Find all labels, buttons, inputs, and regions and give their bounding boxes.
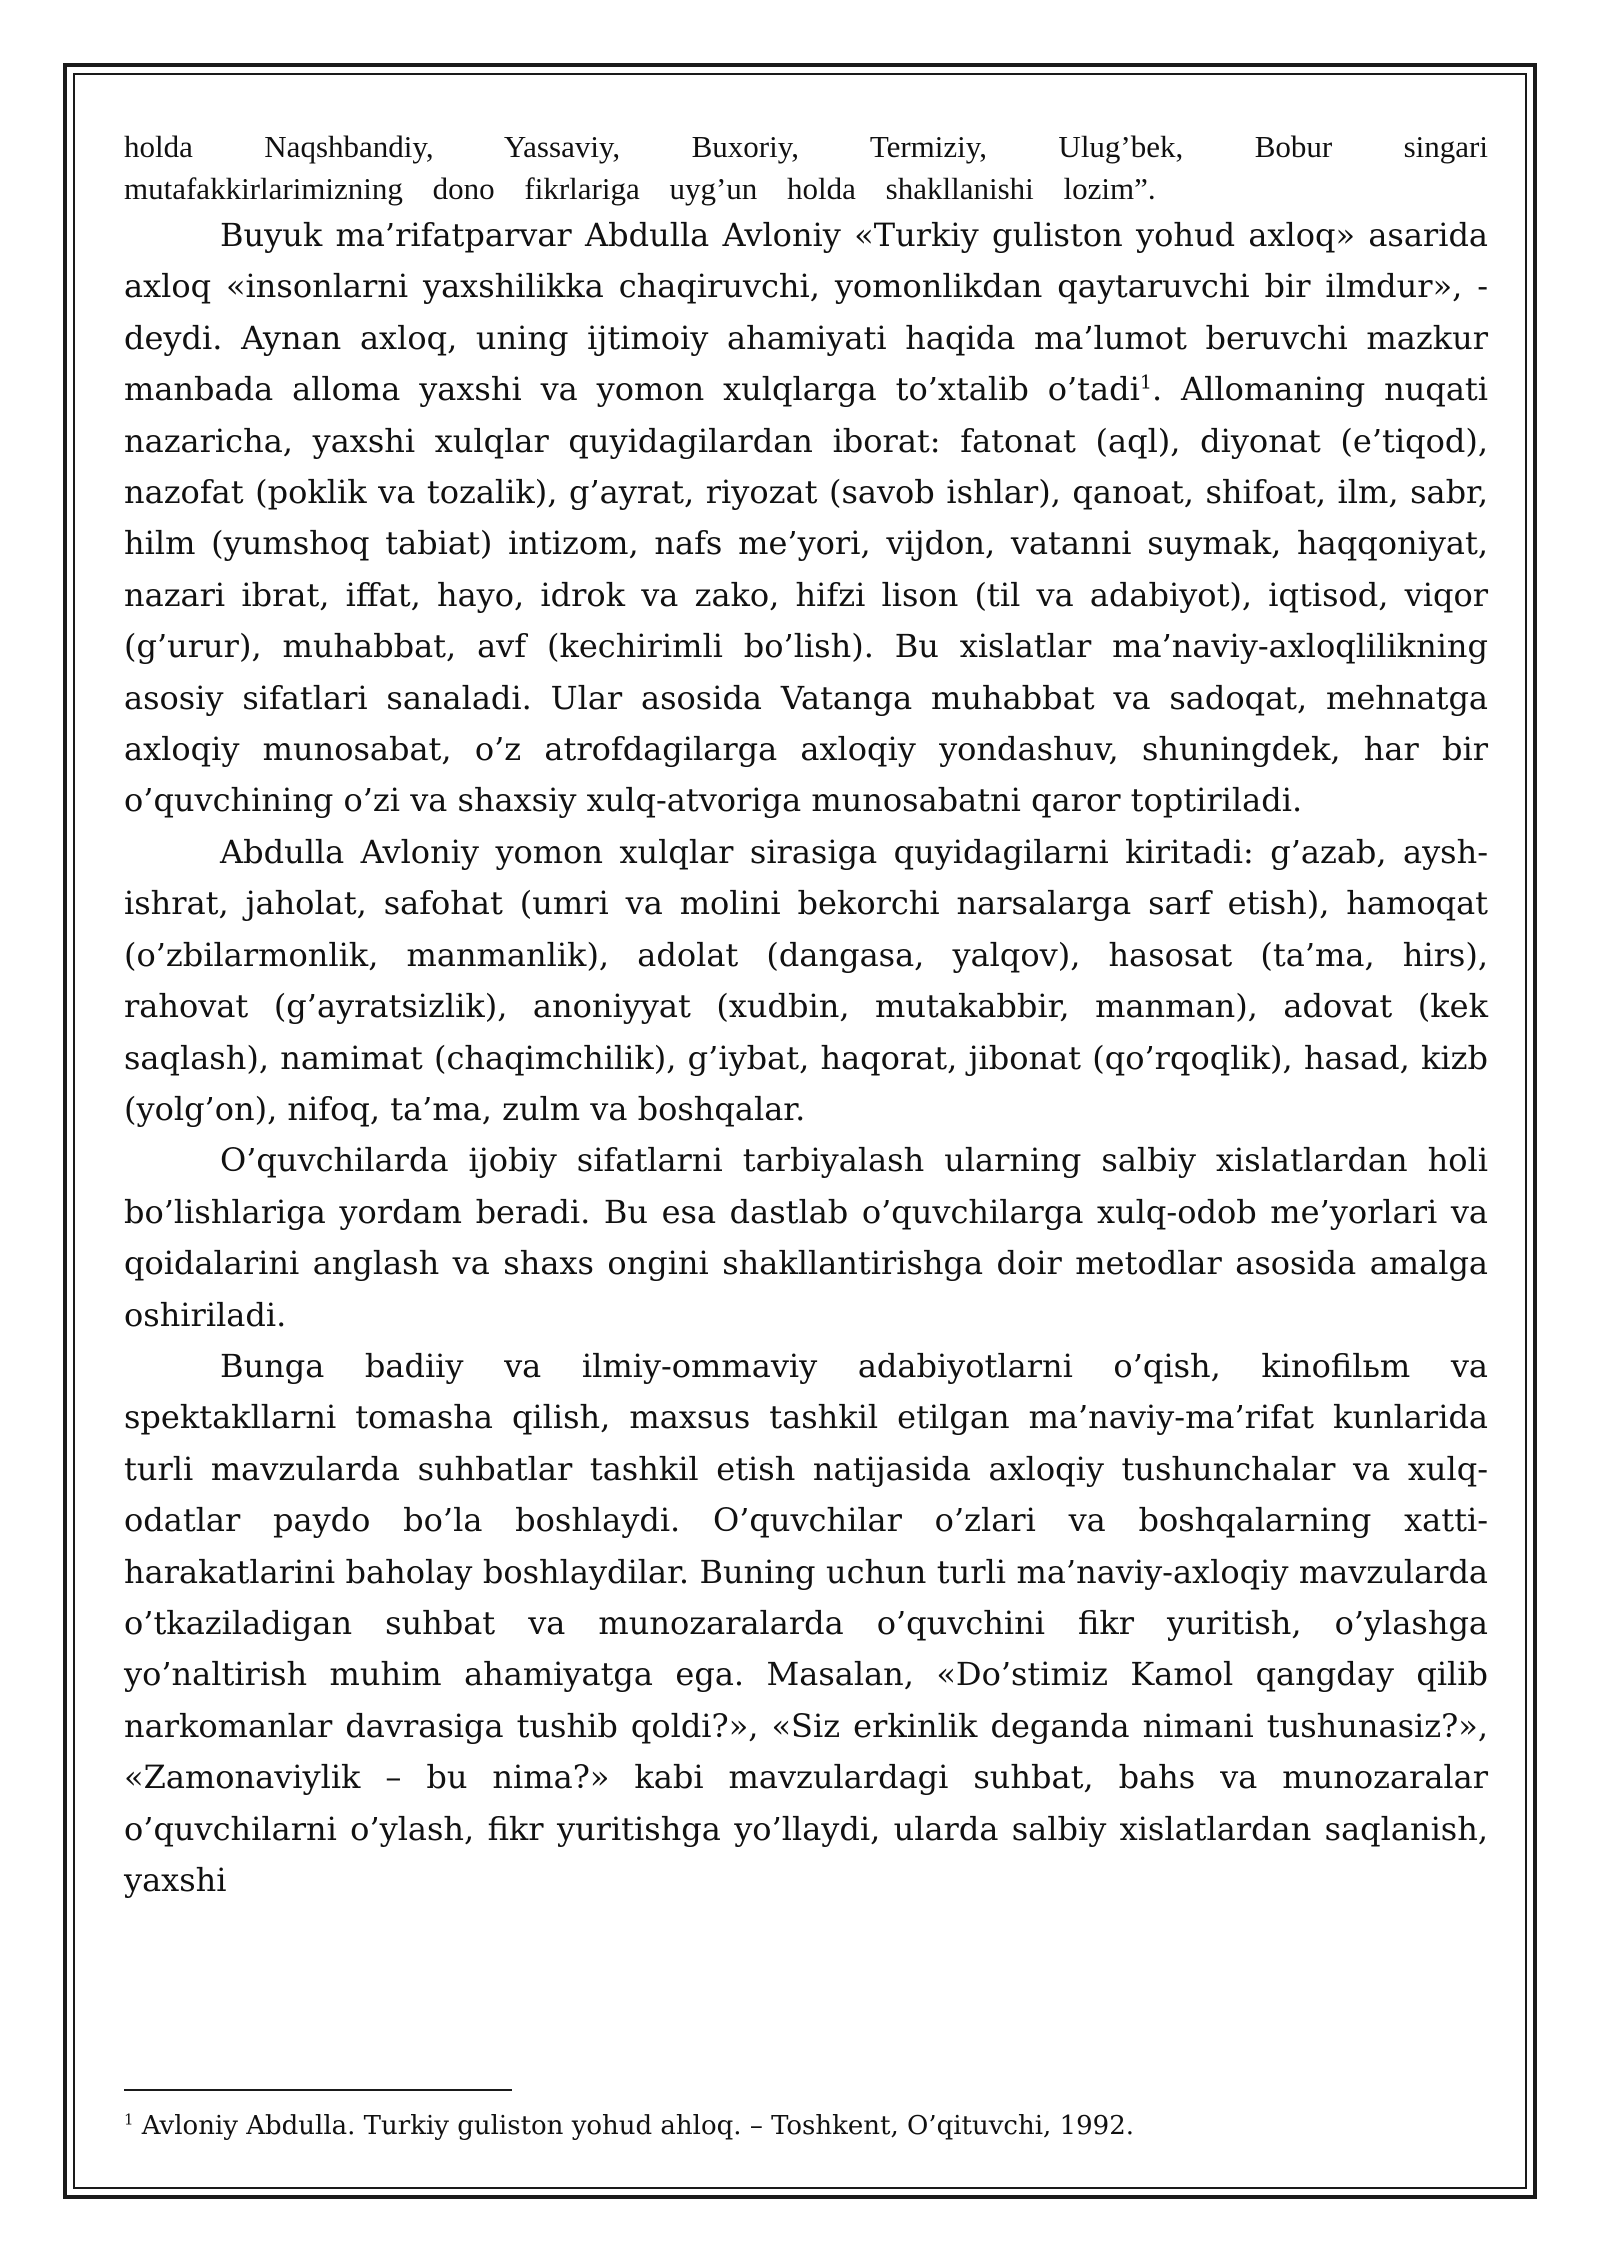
- page-content: [124, 126, 1488, 1906]
- paragraph-avloniy-good-traits: [124, 210, 1488, 827]
- footnote-number: 1: [124, 2110, 134, 2129]
- footnote-separator: [124, 2089, 512, 2091]
- footnote-reference[interactable]: 1: [1139, 371, 1152, 394]
- paragraph-text: . Allomaning nuqati nazaricha, yaxshi xulqlar quyidagilardan iborat: fatonat (aql), diyonat (e’tiqod), nazofat (poklik va tozalik), g’ayrat, riyozat (savob ishlar), qanoat, shifoat, ilm, sabr, hilm (yumshoq tabiat) intizom, nafs me’yori, vijdon, vatanni suymak, haqqoniyat, nazari ibrat, iffat, hayo, idrok va zako, hifzi lison (til va adabiyot), iqtisod, viqor (g’urur), muhabbat, avf (kechirimli bo’lish). Bu xislatlar ma’naviy-axloqlilikning asosiy sifatlari sanaladi. Ular asosida Vatanga muhabbat va sadoqat, mehnatga axloqiy munosabat, o’z atrofdagilarga axloqiy yondashuv, shuningdek, har bir o’quvchining o’zi va shaxsiy xulq-atvoriga munosabatni qaror toptiriladi.: [124, 370, 1489, 820]
- paragraph-positive-qualities: O’quvchilarda ijobiy sifatlarni tarbiyalash ularning salbiy xislatlardan holi bo’lishlariga yordam beradi. Bu esa dastlab o’quvchilarga xulq-odob me’yorlari va qoidalarini anglash va shaxs ongini shakllantirishga doir metodlar asosida amalga oshiriladi.: [124, 1141, 1488, 1334]
- intro-line-1: holda Naqshbandiy, Yassaviy, Buxoriy, Termiziy, Ulug’bek, Bobur singari: [124, 129, 1488, 164]
- intro-line-2: mutafakkirlarimizning dono fikrlariga uyg’un holda shakllanishi lozim”.: [124, 171, 1156, 206]
- body-text: [124, 210, 1488, 1906]
- paragraph-text: Buyuk ma’rifatparvar Abdulla Avloniy «Turkiy guliston yohud axloq» asarida axloq «insonlarni yaxshilikka chaqiruvchi, yomonlikdan qaytaruvchi bir ilmdur», - deydi. Aynan axloq, uning ijtimoiy ahamiyati haqida ma’lumot beruvchi mazkur manbada alloma yaxshi va yomon xulqlarga to’xtalib o’tadi: [124, 216, 1488, 409]
- paragraph-moral-education: Bunga badiiy va ilmiy-ommaviy adabiyotlarni o’qish, kinofilьm va spektakllarni tomasha qilish, maxsus tashkil etilgan ma’naviy-ma’rifat kunlarida turli mavzularda suhbatlar tashkil etish natijasida axloqiy tushunchalar va xulq-odatlar paydo bo’la boshlaydi. O’quvchilar o’zlari va boshqalarning xatti-harakatlarini baholay boshlaydilar. Buning uchun turli ma’naviy-axloqiy mavzularda o’tkaziladigan suhbat va munozaralarda o’quvchini fikr yuritish, o’ylashga yo’naltirish muhim ahamiyatga ega. Masalan, «Do’stimiz Kamol qangday qilib narkomanlar davrasiga tushib qoldi?», «Siz erkinlik deganda nimani tushunasiz?», «Zamonaviylik – bu nima?» kabi mavzulardagi suhbat, bahs va munozaralar o’quvchilarni o’ylash, fikr yuritishga yo’llaydi, ularda salbiy xislatlardan saqlanish, yaxshi: [124, 1346, 1488, 1899]
- footnote: [124, 2108, 1488, 2144]
- footnote-text: Avloniy Abdulla. Turkiy guliston yohud ahloq. – Toshkent, O’qituvchi, 1992.: [133, 2111, 1135, 2141]
- paragraph-avloniy-bad-traits: Abdulla Avloniy yomon xulqlar sirasiga quyidagilarni kiritadi: g’azab, aysh-ishrat, jaholat, safohat (umri va molini bekorchi narsalarga sarf etish), hamoqat (o’zbilarmonlik, manmanlik), adolat (dangasa, yalqov), hasosat (ta’ma, hirs), rahovat (g’ayratsizlik), anoniyyat (xudbin, mutakabbir, manman), adovat (kek saqlash), namimat (chaqimchilik), g’iybat, haqorat, jibonat (qo’rqoqlik), hasad, kizb (yolg’on), nifoq, ta’ma, zulm va boshqalar.: [124, 832, 1488, 1128]
